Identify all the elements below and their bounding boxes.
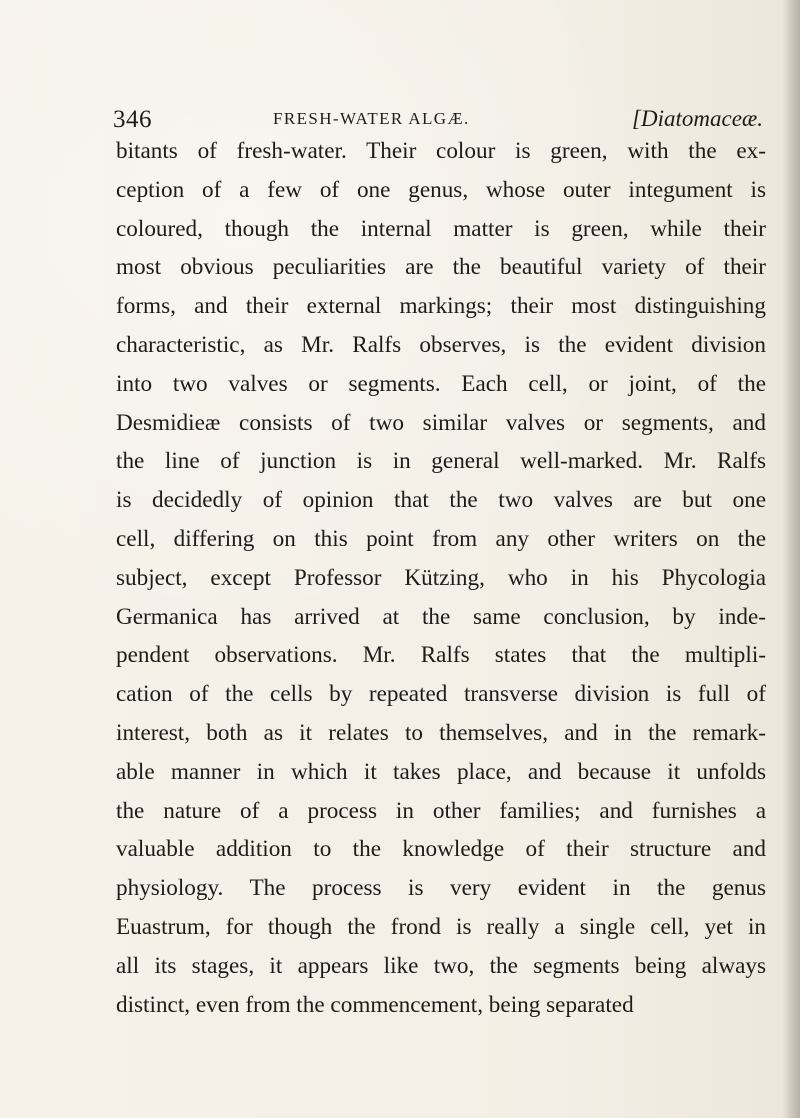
text-line-19: valuable addition to the knowledge of their structure and <box>116 836 766 863</box>
text-line-6: characteristic, as Mr. Ralfs observes, is the evident division <box>116 331 766 358</box>
text-line-12: subject, except Professor Kützing, who in his Phycologia <box>116 564 766 591</box>
text-line-7: into two valves or segments. Each cell, or joint, of the <box>116 370 766 397</box>
text-line-9: the line of junction is in general well-marked. Mr. Ralfs <box>116 448 766 475</box>
page-number: 346 <box>113 106 152 133</box>
text-line-4: most obvious peculiarities are the beautiful variety of their <box>116 254 766 281</box>
text-line-3: coloured, though the internal matter is green, while their <box>116 215 766 242</box>
page-edge-shadow <box>782 0 800 1118</box>
text-line-8: Desmidieæ consists of two similar valves or segments, and <box>116 409 766 436</box>
text-line-21: Euastrum, for though the frond is really a single cell, yet in <box>116 913 766 940</box>
text-line-18: the nature of a process in other families; and furnishes a <box>116 797 766 824</box>
text-line-20: physiology. The process is very evident in the genus <box>116 875 766 902</box>
text-line-10: is decidedly of opinion that the two valves are but one <box>116 487 766 514</box>
text-line-22: all its stages, it appears like two, the segments being always <box>116 952 766 979</box>
text-line-17: able manner in which it takes place, and because it unfolds <box>116 758 766 785</box>
text-line-23: distinct, even from the commencement, being separated <box>116 991 634 1018</box>
text-line-2: ception of a few of one genus, whose outer integument is <box>116 176 766 203</box>
body-text <box>116 132 766 1024</box>
text-line-14: pendent observations. Mr. Ralfs states that the multipli- <box>116 642 766 669</box>
text-line-15: cation of the cells by repeated transverse division is full of <box>116 681 766 708</box>
text-line-11: cell, differing on this point from any other writers on the <box>116 525 766 552</box>
text-line-1: bitants of fresh-water. Their colour is green, with the ex- <box>116 138 766 164</box>
text-line-5: forms, and their external markings; their most distinguishing <box>116 293 766 320</box>
section-title: [Diatomaceæ. <box>632 106 763 131</box>
text-line-16: interest, both as it relates to themselves, and in the remark- <box>116 719 766 746</box>
text-line-13: Germanica has arrived at the same conclusion, by inde- <box>116 603 766 630</box>
page-header <box>113 102 763 132</box>
running-title: FRESH-WATER ALGÆ. <box>273 109 470 128</box>
